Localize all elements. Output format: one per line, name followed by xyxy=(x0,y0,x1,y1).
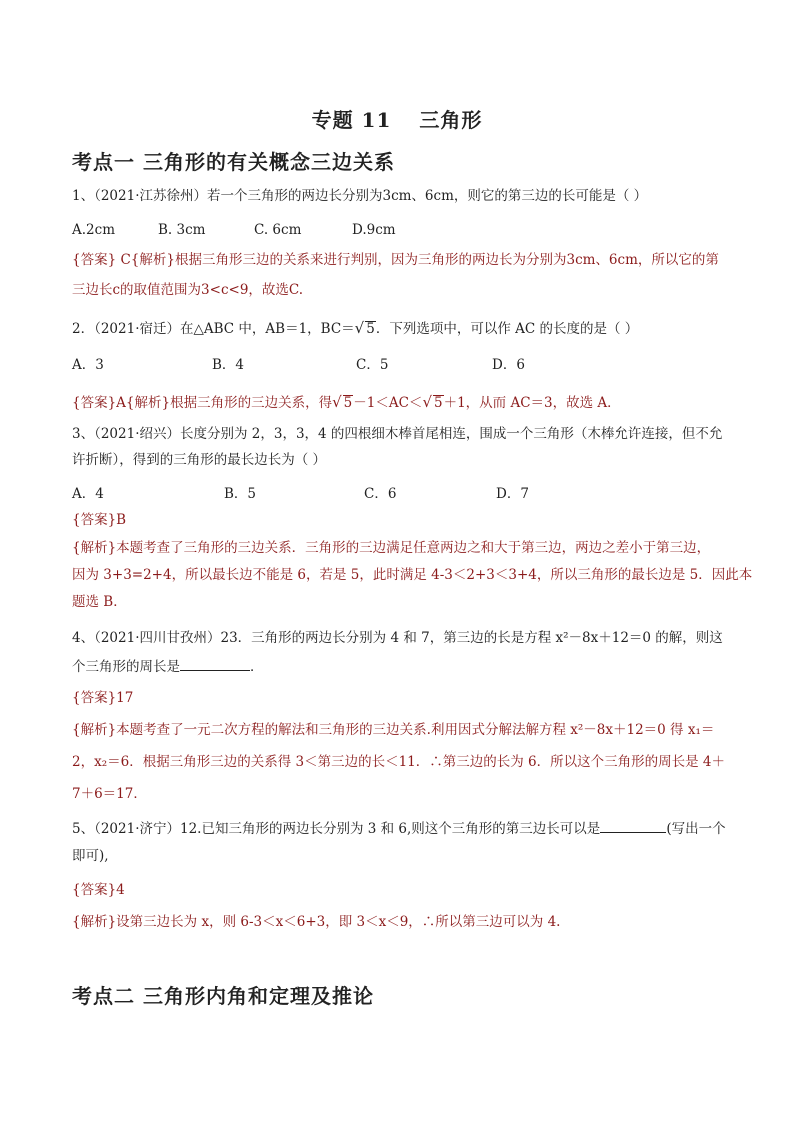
q1-option-b: B. 3cm xyxy=(158,222,206,238)
q1-answer-line1: {答案} C{解析}根据三角形三边的关系来进行判别，因为三角形的两边长为分别为3cm、6cm，所以它的第 xyxy=(72,252,719,268)
q4-text2-a: 个三角形的周长是 xyxy=(72,659,180,675)
q3-analysis-line2: 因为 3+3=2+4，所以最长边不能是 6，若是 5，此时满足 4-3＜2+3＜3+4，所以三角形的最长边是 5．因此本 xyxy=(72,567,753,583)
q5-text-line1 xyxy=(72,818,732,839)
q2-option-a: A．3 xyxy=(72,357,104,373)
q4-analysis-line2: 2，x₂＝6．根据三角形三边的关系得 3＜第三边的长＜11．∴第三边的长为 6．所以这个三角形的周长是 4＋ xyxy=(72,754,726,770)
title-left: 专题 11 xyxy=(311,108,392,132)
q2-option-b: B．4 xyxy=(212,357,245,373)
q5-text1-b: (写出一个 xyxy=(666,821,726,837)
q4-answer-blank xyxy=(180,656,250,671)
q4-analysis-line1: {解析}本题考查了一元二次方程的解法和三角形的三边关系.利用因式分解法解方程 x²－8x＋12＝0 得 x₁＝ xyxy=(72,722,715,738)
q2-sqrt: 5 xyxy=(366,321,375,337)
q2-text-a: 2．（2021·宿迁）在△ABC 中，AB＝1，BC＝ xyxy=(72,321,355,337)
q2-answer: {答案}A{解析}根据三角形的三边关系，得√ 5－1＜AC＜√ 5＋1，从而 AC＝3，故选 A． xyxy=(72,393,621,411)
q2-answer-a: {答案}A{解析}根据三角形的三边关系，得 xyxy=(72,395,333,411)
q3-option-c: C．6 xyxy=(364,486,397,502)
q1-text: 1、（2021·江苏徐州）若一个三角形的两边长分别为3cm、6cm，则它的第三边的长可能是（ ） xyxy=(72,188,648,204)
q4-text2-b: ． xyxy=(250,659,264,675)
q3-text-line1: 3、（2021·绍兴）长度分别为 2，3，3，4 的四根细木棒首尾相连，围成一个三角形（木棒允许连接，但不允 xyxy=(72,426,723,442)
q3-option-b: B．5 xyxy=(224,486,257,502)
q2-option-c: C．5 xyxy=(356,357,389,373)
q5-answer: {答案}4 xyxy=(72,882,125,898)
q1-option-d: D.9cm xyxy=(352,222,396,238)
section-heading-1: 考点一 三角形的有关概念三边关系 xyxy=(72,150,395,174)
q2-answer-sqrt1: 5 xyxy=(343,395,353,411)
q4-analysis-line3: 7＋6＝17． xyxy=(72,786,147,802)
q1-answer-line2: 三边长c的取值范围为3<c<9，故选C. xyxy=(72,282,304,298)
q2-answer-sqrt2: 5 xyxy=(434,395,443,411)
q3-answer: {答案}B xyxy=(72,512,127,528)
q4-text-line2 xyxy=(72,656,732,677)
page-title xyxy=(0,104,794,133)
q5-answer-blank xyxy=(600,818,666,833)
q5-analysis: {解析}设第三边长为 x，则 6-3＜x＜6+3，即 3＜x＜9，∴所以第三边可以为 4. xyxy=(72,914,561,930)
q5-text1-a: 5、（2021·济宁）12.已知三角形的两边长分别为 3 和 6,则这个三角形的第三边长可以是 xyxy=(72,821,601,837)
q2-text: 2．（2021·宿迁）在△ABC 中，AB＝1，BC＝√ 5．下列选项中，可以作 AC 的长度的是（ ） xyxy=(72,319,639,337)
section-heading-2: 考点二 三角形内角和定理及推论 xyxy=(72,984,374,1008)
q1-option-a: A.2cm xyxy=(72,222,115,238)
q3-analysis-line3: 题选 B． xyxy=(72,594,127,610)
q3-text-line2: 许折断），得到的三角形的最长边长为（ ） xyxy=(72,452,327,468)
q2-text-b: ．下列选项中，可以作 AC 的长度的是（ ） xyxy=(375,321,639,337)
q5-text-line2: 即可), xyxy=(72,848,109,864)
q3-option-a: A．4 xyxy=(72,486,104,502)
q2-answer-b: ＋1，从而 AC＝3，故选 A． xyxy=(443,395,621,411)
q1-option-c: C. 6cm xyxy=(254,222,302,238)
title-right: 三角形 xyxy=(419,108,483,132)
q2-option-d: D．6 xyxy=(492,357,525,373)
q3-option-d: D．7 xyxy=(496,486,529,502)
q4-text-line1: 4、（2021·四川甘孜州）23．三角形的两边长分别为 4 和 7，第三边的长是方程 x²－8x＋12＝0 的解，则这 xyxy=(72,630,723,646)
q3-analysis-line1: {解析}本题考查了三角形的三边关系．三角形的三边满足任意两边之和大于第三边，两边之差小于第三边， xyxy=(72,540,711,556)
q4-answer: {答案}17 xyxy=(72,690,134,706)
q2-answer-mid: －1＜AC＜ xyxy=(353,395,423,411)
